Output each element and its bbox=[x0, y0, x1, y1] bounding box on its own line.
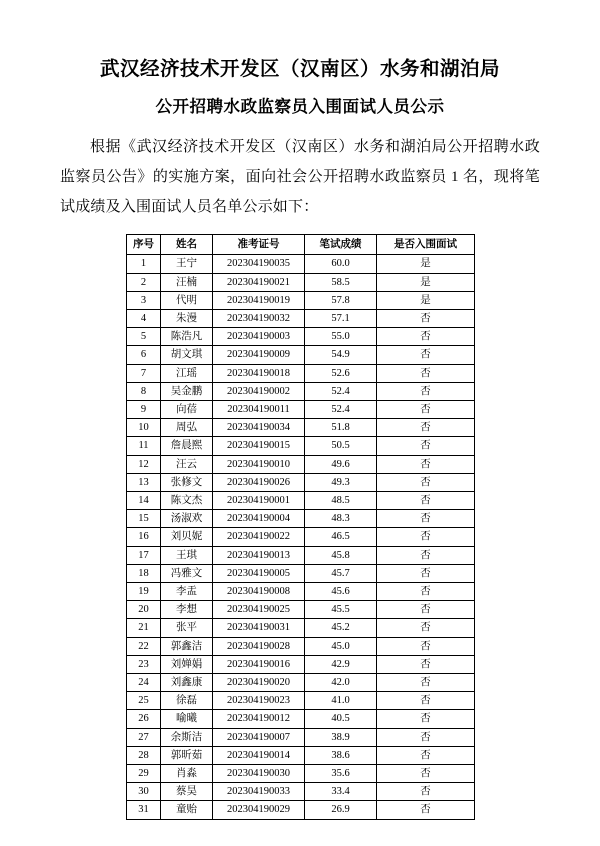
table-row bbox=[127, 692, 475, 710]
cell-index: 30 bbox=[127, 783, 161, 801]
cell-score: 55.0 bbox=[305, 328, 377, 346]
cell-score: 42.9 bbox=[305, 655, 377, 673]
cell-index: 13 bbox=[127, 473, 161, 491]
cell-ticket: 202304190007 bbox=[213, 728, 305, 746]
cell-index: 11 bbox=[127, 437, 161, 455]
cell-name: 郭鑫洁 bbox=[161, 637, 213, 655]
cell-ticket: 202304190011 bbox=[213, 401, 305, 419]
cell-name: 詹晨熙 bbox=[161, 437, 213, 455]
cell-qualified: 否 bbox=[377, 728, 475, 746]
cell-index: 6 bbox=[127, 346, 161, 364]
table-row bbox=[127, 765, 475, 783]
cell-index: 17 bbox=[127, 546, 161, 564]
cell-qualified: 否 bbox=[377, 637, 475, 655]
cell-qualified: 否 bbox=[377, 746, 475, 764]
cell-name: 徐磊 bbox=[161, 692, 213, 710]
cell-name: 代明 bbox=[161, 291, 213, 309]
cell-score: 42.0 bbox=[305, 674, 377, 692]
cell-name: 王琪 bbox=[161, 546, 213, 564]
cell-name: 张修文 bbox=[161, 473, 213, 491]
cell-qualified: 否 bbox=[377, 492, 475, 510]
cell-name: 余斯洁 bbox=[161, 728, 213, 746]
cell-qualified: 否 bbox=[377, 528, 475, 546]
cell-qualified: 否 bbox=[377, 655, 475, 673]
cell-ticket: 202304190023 bbox=[213, 692, 305, 710]
cell-name: 向蓓 bbox=[161, 401, 213, 419]
table-row bbox=[127, 583, 475, 601]
cell-qualified: 否 bbox=[377, 382, 475, 400]
cell-index: 5 bbox=[127, 328, 161, 346]
table-row bbox=[127, 710, 475, 728]
table-row bbox=[127, 510, 475, 528]
cell-index: 20 bbox=[127, 601, 161, 619]
cell-score: 52.6 bbox=[305, 364, 377, 382]
cell-ticket: 202304190029 bbox=[213, 801, 305, 819]
cell-name: 汪云 bbox=[161, 455, 213, 473]
cell-index: 29 bbox=[127, 765, 161, 783]
cell-qualified: 否 bbox=[377, 437, 475, 455]
cell-qualified: 否 bbox=[377, 310, 475, 328]
cell-qualified: 是 bbox=[377, 273, 475, 291]
cell-score: 49.6 bbox=[305, 455, 377, 473]
table-header-row bbox=[127, 235, 475, 255]
cell-score: 49.3 bbox=[305, 473, 377, 491]
table-row bbox=[127, 328, 475, 346]
cell-name: 冯雅文 bbox=[161, 564, 213, 582]
table-row bbox=[127, 655, 475, 673]
table-row bbox=[127, 728, 475, 746]
cell-index: 3 bbox=[127, 291, 161, 309]
cell-ticket: 202304190030 bbox=[213, 765, 305, 783]
cell-qualified: 否 bbox=[377, 801, 475, 819]
table-row bbox=[127, 801, 475, 819]
cell-score: 57.1 bbox=[305, 310, 377, 328]
cell-index: 7 bbox=[127, 364, 161, 382]
cell-score: 51.8 bbox=[305, 419, 377, 437]
cell-name: 吴金鹏 bbox=[161, 382, 213, 400]
cell-index: 23 bbox=[127, 655, 161, 673]
table-row bbox=[127, 255, 475, 273]
cell-qualified: 否 bbox=[377, 765, 475, 783]
table-row bbox=[127, 546, 475, 564]
cell-score: 45.7 bbox=[305, 564, 377, 582]
cell-qualified: 是 bbox=[377, 255, 475, 273]
column-header-ticket: 准考证号 bbox=[213, 235, 305, 255]
cell-qualified: 否 bbox=[377, 473, 475, 491]
table-body bbox=[127, 255, 475, 819]
cell-index: 9 bbox=[127, 401, 161, 419]
table-row bbox=[127, 346, 475, 364]
cell-name: 郭昕茹 bbox=[161, 746, 213, 764]
cell-index: 27 bbox=[127, 728, 161, 746]
cell-score: 45.5 bbox=[305, 601, 377, 619]
cell-ticket: 202304190002 bbox=[213, 382, 305, 400]
table-row bbox=[127, 637, 475, 655]
cell-qualified: 否 bbox=[377, 564, 475, 582]
table-header bbox=[127, 235, 475, 255]
page-subtitle: 公开招聘水政监察员入围面试人员公示 bbox=[155, 97, 445, 117]
cell-ticket: 202304190035 bbox=[213, 255, 305, 273]
table-row bbox=[127, 310, 475, 328]
cell-name: 刘贝妮 bbox=[161, 528, 213, 546]
cell-name: 喻曦 bbox=[161, 710, 213, 728]
results-table bbox=[126, 234, 475, 819]
cell-ticket: 202304190032 bbox=[213, 310, 305, 328]
cell-ticket: 202304190014 bbox=[213, 746, 305, 764]
results-table-container bbox=[126, 234, 474, 819]
cell-index: 14 bbox=[127, 492, 161, 510]
cell-qualified: 否 bbox=[377, 710, 475, 728]
cell-qualified: 否 bbox=[377, 674, 475, 692]
cell-score: 60.0 bbox=[305, 255, 377, 273]
cell-ticket: 202304190028 bbox=[213, 637, 305, 655]
cell-index: 15 bbox=[127, 510, 161, 528]
cell-score: 33.4 bbox=[305, 783, 377, 801]
cell-ticket: 202304190013 bbox=[213, 546, 305, 564]
cell-qualified: 否 bbox=[377, 328, 475, 346]
cell-ticket: 202304190009 bbox=[213, 346, 305, 364]
table-row bbox=[127, 564, 475, 582]
cell-name: 陈浩凡 bbox=[161, 328, 213, 346]
cell-score: 26.9 bbox=[305, 801, 377, 819]
cell-index: 21 bbox=[127, 619, 161, 637]
cell-ticket: 202304190021 bbox=[213, 273, 305, 291]
cell-qualified: 否 bbox=[377, 510, 475, 528]
cell-name: 胡文琪 bbox=[161, 346, 213, 364]
table-row bbox=[127, 273, 475, 291]
table-row bbox=[127, 528, 475, 546]
cell-name: 童贻 bbox=[161, 801, 213, 819]
cell-score: 41.0 bbox=[305, 692, 377, 710]
cell-index: 4 bbox=[127, 310, 161, 328]
cell-ticket: 202304190005 bbox=[213, 564, 305, 582]
cell-qualified: 否 bbox=[377, 783, 475, 801]
cell-name: 李盂 bbox=[161, 583, 213, 601]
cell-ticket: 202304190019 bbox=[213, 291, 305, 309]
cell-qualified: 否 bbox=[377, 546, 475, 564]
cell-score: 45.8 bbox=[305, 546, 377, 564]
cell-score: 54.9 bbox=[305, 346, 377, 364]
cell-name: 蔡昊 bbox=[161, 783, 213, 801]
cell-score: 45.6 bbox=[305, 583, 377, 601]
cell-ticket: 202304190031 bbox=[213, 619, 305, 637]
cell-qualified: 否 bbox=[377, 583, 475, 601]
cell-qualified: 否 bbox=[377, 692, 475, 710]
table-row bbox=[127, 382, 475, 400]
cell-index: 8 bbox=[127, 382, 161, 400]
cell-qualified: 否 bbox=[377, 601, 475, 619]
table-row bbox=[127, 473, 475, 491]
cell-index: 25 bbox=[127, 692, 161, 710]
cell-ticket: 202304190033 bbox=[213, 783, 305, 801]
column-header-qualified: 是否入围面试 bbox=[377, 235, 475, 255]
table-row bbox=[127, 783, 475, 801]
cell-score: 45.2 bbox=[305, 619, 377, 637]
cell-index: 19 bbox=[127, 583, 161, 601]
cell-index: 2 bbox=[127, 273, 161, 291]
cell-name: 陈文杰 bbox=[161, 492, 213, 510]
table-row bbox=[127, 455, 475, 473]
cell-index: 10 bbox=[127, 419, 161, 437]
cell-score: 35.6 bbox=[305, 765, 377, 783]
cell-name: 王宁 bbox=[161, 255, 213, 273]
table-row bbox=[127, 492, 475, 510]
column-header-index: 序号 bbox=[127, 235, 161, 255]
table-row bbox=[127, 746, 475, 764]
cell-index: 24 bbox=[127, 674, 161, 692]
cell-ticket: 202304190020 bbox=[213, 674, 305, 692]
table-row bbox=[127, 437, 475, 455]
table-row bbox=[127, 364, 475, 382]
cell-score: 46.5 bbox=[305, 528, 377, 546]
cell-index: 1 bbox=[127, 255, 161, 273]
cell-ticket: 202304190016 bbox=[213, 655, 305, 673]
cell-ticket: 202304190025 bbox=[213, 601, 305, 619]
cell-score: 48.5 bbox=[305, 492, 377, 510]
column-header-score: 笔试成绩 bbox=[305, 235, 377, 255]
cell-name: 朱漫 bbox=[161, 310, 213, 328]
cell-qualified: 否 bbox=[377, 419, 475, 437]
cell-name: 刘婵娟 bbox=[161, 655, 213, 673]
cell-name: 汪楠 bbox=[161, 273, 213, 291]
cell-name: 江瑶 bbox=[161, 364, 213, 382]
cell-ticket: 202304190022 bbox=[213, 528, 305, 546]
column-header-name: 姓名 bbox=[161, 235, 213, 255]
cell-score: 58.5 bbox=[305, 273, 377, 291]
cell-qualified: 否 bbox=[377, 619, 475, 637]
page-title: 武汉经济技术开发区（汉南区）水务和湖泊局 bbox=[99, 59, 500, 80]
cell-ticket: 202304190034 bbox=[213, 419, 305, 437]
cell-index: 31 bbox=[127, 801, 161, 819]
cell-qualified: 否 bbox=[377, 346, 475, 364]
cell-score: 50.5 bbox=[305, 437, 377, 455]
cell-index: 18 bbox=[127, 564, 161, 582]
cell-score: 45.0 bbox=[305, 637, 377, 655]
cell-score: 52.4 bbox=[305, 382, 377, 400]
cell-index: 22 bbox=[127, 637, 161, 655]
cell-qualified: 是 bbox=[377, 291, 475, 309]
cell-index: 16 bbox=[127, 528, 161, 546]
cell-name: 李想 bbox=[161, 601, 213, 619]
cell-name: 刘鑫康 bbox=[161, 674, 213, 692]
cell-ticket: 202304190026 bbox=[213, 473, 305, 491]
cell-qualified: 否 bbox=[377, 455, 475, 473]
table-row bbox=[127, 419, 475, 437]
table-row bbox=[127, 619, 475, 637]
cell-qualified: 否 bbox=[377, 364, 475, 382]
cell-ticket: 202304190001 bbox=[213, 492, 305, 510]
cell-name: 张平 bbox=[161, 619, 213, 637]
cell-qualified: 否 bbox=[377, 401, 475, 419]
cell-ticket: 202304190008 bbox=[213, 583, 305, 601]
cell-ticket: 202304190018 bbox=[213, 364, 305, 382]
cell-score: 38.9 bbox=[305, 728, 377, 746]
cell-index: 26 bbox=[127, 710, 161, 728]
cell-score: 48.3 bbox=[305, 510, 377, 528]
cell-ticket: 202304190012 bbox=[213, 710, 305, 728]
cell-index: 12 bbox=[127, 455, 161, 473]
cell-score: 38.6 bbox=[305, 746, 377, 764]
table-row bbox=[127, 674, 475, 692]
cell-name: 周弘 bbox=[161, 419, 213, 437]
cell-ticket: 202304190004 bbox=[213, 510, 305, 528]
cell-score: 57.8 bbox=[305, 291, 377, 309]
cell-name: 肖淼 bbox=[161, 765, 213, 783]
table-row bbox=[127, 401, 475, 419]
cell-name: 汤淑欢 bbox=[161, 510, 213, 528]
cell-ticket: 202304190010 bbox=[213, 455, 305, 473]
table-row bbox=[127, 291, 475, 309]
cell-ticket: 202304190015 bbox=[213, 437, 305, 455]
intro-paragraph: 根据《武汉经济技术开发区（汉南区）水务和湖泊局公开招聘水政监察员公告》的实施方案，面向社会公开招聘水政监察员 1 名，现将笔试成绩及入围面试人员名单公示如下： bbox=[60, 139, 540, 216]
cell-ticket: 202304190003 bbox=[213, 328, 305, 346]
table-row bbox=[127, 601, 475, 619]
cell-score: 40.5 bbox=[305, 710, 377, 728]
cell-score: 52.4 bbox=[305, 401, 377, 419]
cell-index: 28 bbox=[127, 746, 161, 764]
